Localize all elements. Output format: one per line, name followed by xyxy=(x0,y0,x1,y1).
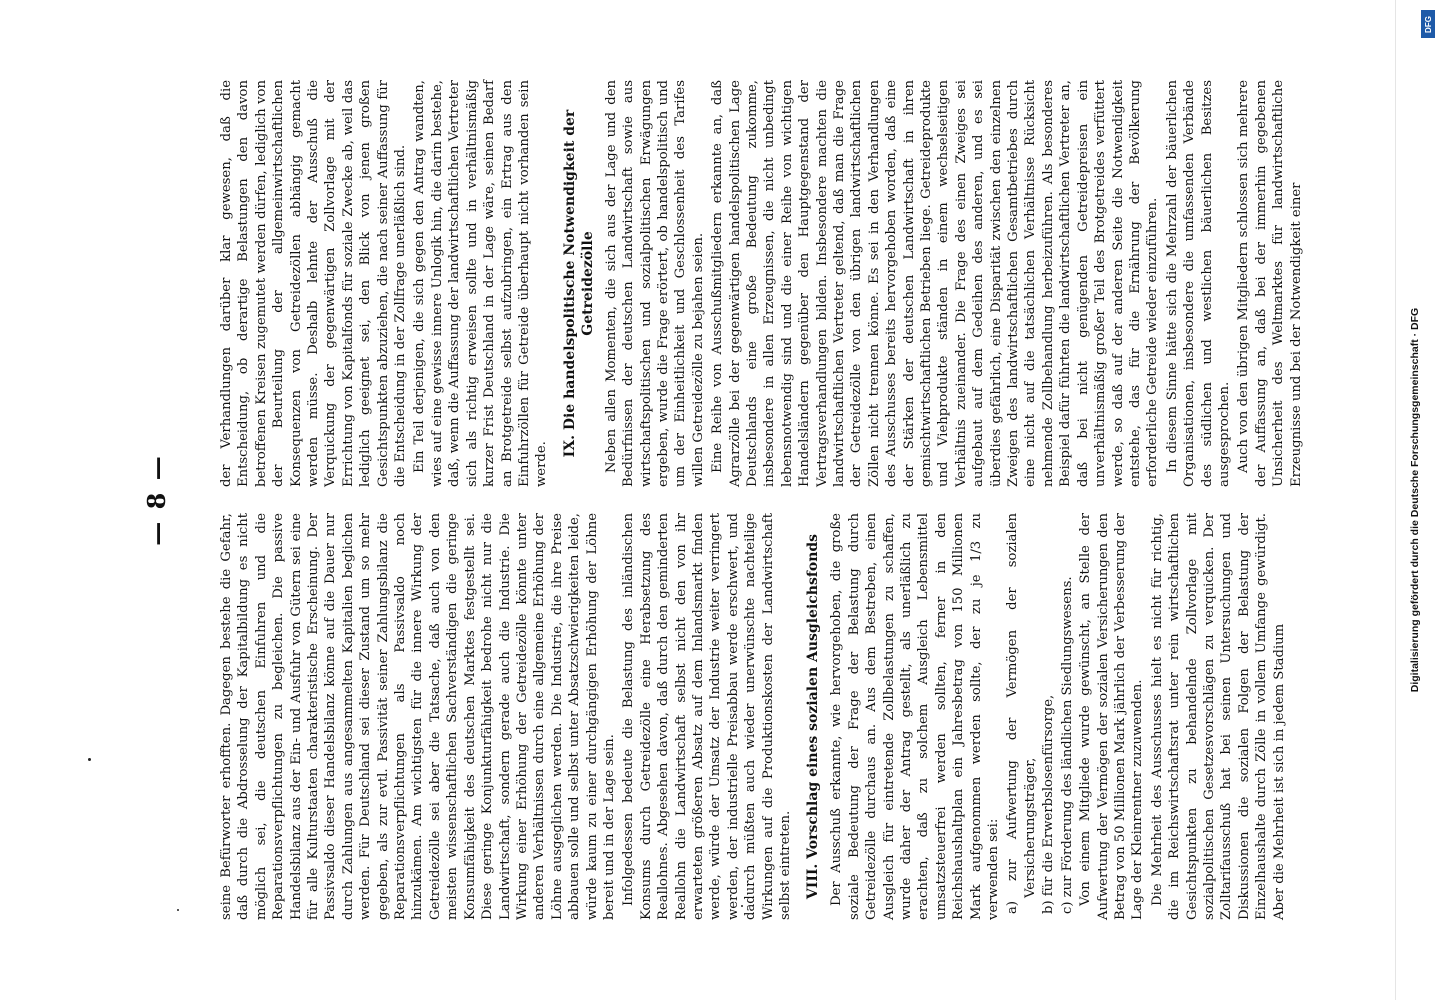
section-heading-viii: VIII. Vorschlag eines sozialen Ausgleichsfonds xyxy=(805,533,822,900)
scan-speck xyxy=(177,909,179,911)
paragraph: Ein Teil derjenigen, die sich gegen den Antrag wandten, wies auf eine gewisse innere Unlogik hin, die darin bestehe, daß, wenn die Auffassung der landwirtschaftlichen Vertreter sich als richtig erweisen sollte und in verhältnismäßig kurzer Frist Deutschland in der Lage wäre, seinen Bedarf an Brotgetreide selbst aufzubringen, ein Ertrag aus den Einfuhrzöllen für Getreide überhaupt nicht vorhanden sein werde. xyxy=(412,80,550,487)
list-item: b) für die Erwerbslosenfürsorge, xyxy=(1041,694,1057,914)
paragraph: Die Mehrheit des Ausschusses hielt es nicht für richtig, die im Reichswirtschaftsrat unter rein wirtschaftlichen Gesichtspunkten zu behandelnde Zollvorlage mit sozialpolitischen Gesetzesvorschlägen zu verquicken. Der Zolltarifausschuß hat bei seinen Untersuchungen und Diskussionen die sozialen Folgen der Belastung der Einzelhaushalte durch Zölle in vollem Umfange gewürdigt. Aber die Mehrheit ist sich in jedem Stadium xyxy=(1149,513,1287,920)
paragraph: Infolgedessen bedeute die Belastung des inländischen Konsums durch Getreidezölle eine Herabsetzung des Reallohnes. Abgesehen davon, daß durch den geminderten Reallohn die Landwirtschaft selbst nicht den von ihr erwarteten größeren Absatz auf dem Inlandsmarkt finden werde, würde der Umsatz der Industrie weiter verringert werden, der industrielle Preisabbau werde erschwert, und dadurch müßten auch wieder unerwünschte nachteilige Wirkungen auf die Produktionskosten der Landwirtschaft selbst eintreten. xyxy=(621,513,793,920)
scan-speck xyxy=(88,758,91,761)
section-heading-ix: IX. Die handelspolitische Notwendigkeit der Getreidezölle xyxy=(561,109,596,458)
left-column xyxy=(218,513,1302,920)
margin-line xyxy=(1395,0,1396,1000)
paragraph: der Verhandlungen darüber klar gewesen, daß die Entscheidung, ob derartige Belastungen den davon betroffenen Kreisen zugemutet werden dürfen, lediglich von der Beurteilung der allgemeinwirtschaftlichen Konsequenzen von Getreidezöllen abhängig gemacht werden müsse. Deshalb lehnte der Ausschuß die Verquickung der gegenwärtigen Zollvorlage mit der Errichtung von Kapitalfonds für soziale Zwecke ab, weil das lediglich geeignet sei, den Blick von jenen großen Gesichtspunkten abzuziehen, die nach seiner Auffassung für die Entscheidung in der Zollfrage unerläßlich sind. xyxy=(219,80,409,487)
paragraph: Neben allen Momenten, die sich aus der Lage und den Bedürfnissen der deutschen Landwirtschaft sowie aus wirtschaftspolitischen und sozialpolitischen Erwägungen ergeben, wurde die Frage erörtert, ob handelspolitisch und um der Einheitlichkeit und Geschlossenheit des Tarifes willen Getreidezölle zu bejahen seien. xyxy=(603,80,706,487)
paragraph: Von einem Mitgliede wurde gewünscht, an Stelle der Aufwertung der Vermögen der sozialen Versicherungen den Betrag von 50 Millionen Mark jährlich der Verbesserung der Lage der Kleinrentner zuzuwenden. xyxy=(1078,513,1146,920)
paragraph: Auch von den übrigen Mitgliedern schlossen sich mehrere der Auffassung an, daß bei der immerhin gegebenen Unsicherheit des Weltmarktes für landwirtschaftliche Erzeugnisse und bei der Notwendigkeit einer xyxy=(1236,80,1304,487)
paragraph: In diesem Sinne hätte sich die Mehrzahl der bäuerlichen Organisationen, insbesondere die umfassenden Verbände des südlichen und westlichen bäuerlichen Besitzes ausgesprochen. xyxy=(1164,80,1232,487)
scan-speck xyxy=(741,905,743,907)
list-item: a) zur Aufwertung der Vermögen der sozialen Versicherungsträger, xyxy=(1005,513,1038,914)
page-number: — 8 — xyxy=(142,454,171,546)
digitization-credit: Digitalisierung gefördert durch die Deutsche Forschungsgemeinschaft · DFG xyxy=(1409,307,1421,693)
right-column xyxy=(218,80,1302,487)
text-columns xyxy=(218,80,1302,920)
dfg-logo-text: DFG xyxy=(1423,15,1433,33)
list-item: c) zur Förderung des ländlichen Siedlungswesens. xyxy=(1059,576,1075,914)
paragraph: Eine Reihe von Ausschußmitgliedern erkannte an, daß Agrarzölle bei der gegenwärtigen handelspolitischen Lage Deutschlands eine große Bedeutung zukomme, insbesondere in allen Erzeugnissen, die nicht unbedingt lebensnotwendig sind und die einer Reihe von wichtigen Handelsländern gegenüber den Hauptgegenstand der Vertragsverhandlungen bilden. Insbesondere machten die landwirtschaftlichen Vertreter geltend, daß man die Frage der Getreidezölle von den übrigen landwirtschaftlichen Zöllen nicht trennen könne. Es sei in den Verhandlungen des Ausschusses bereits hervorgehoben worden, daß eine der Stärken der deutschen Landwirtschaft in ihren gemischtwirtschaftlichen Betrieben liege. Getreideprodukte und Viehprodukte ständen in einem wechselseitigen Verhältnis zueinander. Die Frage des einen Zweiges sei aufgebaut auf dem Gedeihen des anderen, und es sei überdies gefährlich, eine Disparität zwischen den einzelnen Zweigen des landwirtschaftlichen Gesamtbetriebes durch eine nicht auf die tatsächlichen Verhältnisse Rücksicht nehmende Zollbehandlung herbeizuführen. Als besonderes Beispiel dafür führten die landwirtschaftlichen Vertreter an, daß bei nicht genügenden Getreidepreisen ein unverhältnismäßig großer Teil des Brotgetreides verfüttert werde, so daß auf der anderen Seite die Notwendigkeit entstehe, das für die Ernährung der Bevölkerung erforderliche Getreide wieder einzuführen. xyxy=(710,80,1161,487)
paragraph: seine Befürworter erhofften. Dagegen bestehe die Gefahr, daß durch die Abdrosselung der Kapitalbildung es nicht möglich sei, die deutschen Einfuhren und die Reparationsverpflichtungen zu begleichen. Die passive Handelsbilanz aus der Ein- und Ausfuhr von Gütern sei eine für alle Kulturstaaten charakteristische Erscheinung. Der Passivsaldo dieser Handelsbilanz könne auf die Dauer nur durch Zahlungen aus angesammelten Kapitalien beglichen werden. Für Deutschland sei dieser Zustand um so mehr gegeben, als zur evtl. Passivität seiner Zahlungsbilanz die Reparationsverpflichtungen als Passivsaldo noch hinzukämen. Am wichtigsten für die innere Wirkung der Getreidezölle sei aber die Tatsache, daß auch von den meisten wissenschaftlichen Sachverständigen die geringe Konsumfähigkeit des deutschen Marktes festgestellt sei. Diese geringe Konjunkturfähigkeit bedrohe nicht nur die Landwirtschaft, sondern gerade auch die Industrie. Die Wirkung einer Erhöhung der Getreidezölle könnte unter anderen Verhältnissen durch eine allgemeine Erhöhung der Löhne ausgeglichen werden. Die Industrie, die ihre Preise abbauen solle und selbst unter Absatzschwierigkeiten leide, würde kaum zu einer durchgängigen Erhöhung der Löhne bereit und in der Lage sein. xyxy=(219,513,617,920)
rotated-document-page xyxy=(132,80,1302,920)
dfg-logo xyxy=(1421,10,1435,38)
paragraph: Der Ausschuß erkannte, wie hervorgehoben, die große soziale Bedeutung der Frage der Belastung durch Getreidezölle durchaus an. Aus dem Bestreben, einen Ausgleich für eintretende Zollbelastungen zu schaffen, wurde daher der Antrag gestellt, als unerläßlich zu erachten, daß zu solchem Ausgleich Lebensmittel umsatzsteuerfrei werden sollten, ferner in den Reichshaushaltplan ein Jahresbetrag von 150 Millionen Mark aufgenommen werden sollte, der zu je 1/3 zu verwenden sei: xyxy=(829,513,1002,920)
